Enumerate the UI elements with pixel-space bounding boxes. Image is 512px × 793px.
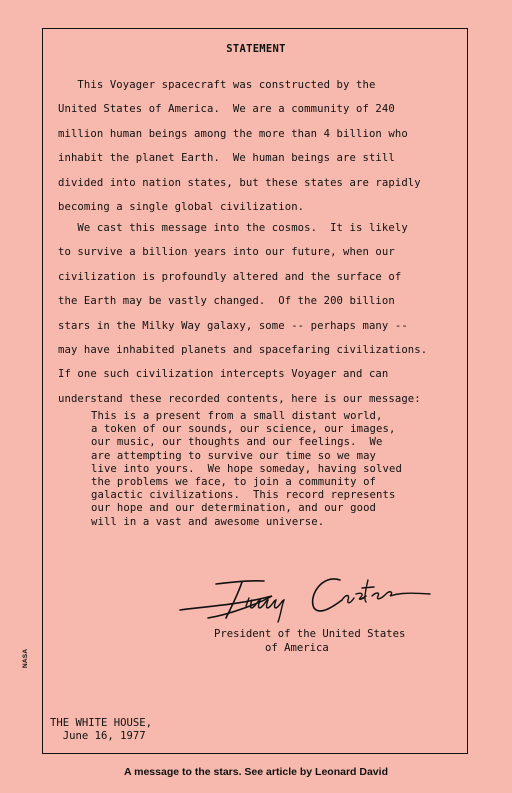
- message-block: This is a present from a small distant world, a token of our sounds, our science, our images, our music, our thoughts and our feelings. We are attempting to survive our time so we may live into yours. We hope someday, having solved the problems we face, to join a community of galactic civilizations. This record represents our hope and our determination, and our good will in a vast and awesome universe.: [91, 410, 402, 528]
- signatory-title: President of the United States of America: [214, 628, 406, 654]
- paragraph-2-text: We cast this message into the cosmos. It is likely to survive a billion years into our future, when our civilization is profoundly altered and the surface of the Earth may be vastly changed. Of the 200 billion stars in the Milky Way galaxy, some -- perhaps many -- may have inhabited planets and spacefaring civilizations. If one such civilization intercepts Voyager and can understand these recorded contents, here is our message:: [58, 222, 428, 405]
- photo-credit: NASA: [22, 648, 29, 668]
- signature-graphic: [172, 566, 442, 628]
- paragraph-1-text: This Voyager spacecraft was constructed by the United States of America. We are a community of 240 million human beings among the more than 4 billion who inhabit the planet Earth. We human beings are still divided into nation states, but these states are rapidly becoming a single global civilization.: [58, 79, 421, 214]
- paragraph-2: [58, 216, 468, 411]
- location-text: THE WHITE HOUSE,: [50, 717, 153, 729]
- caption: A message to the stars. See article by Leonard David: [124, 766, 388, 778]
- signing-date: June 16, 1977: [62, 730, 146, 742]
- statement-heading: STATEMENT: [226, 43, 286, 55]
- signing-location: [50, 717, 152, 743]
- signature: [172, 566, 442, 628]
- paragraph-1: [58, 73, 468, 219]
